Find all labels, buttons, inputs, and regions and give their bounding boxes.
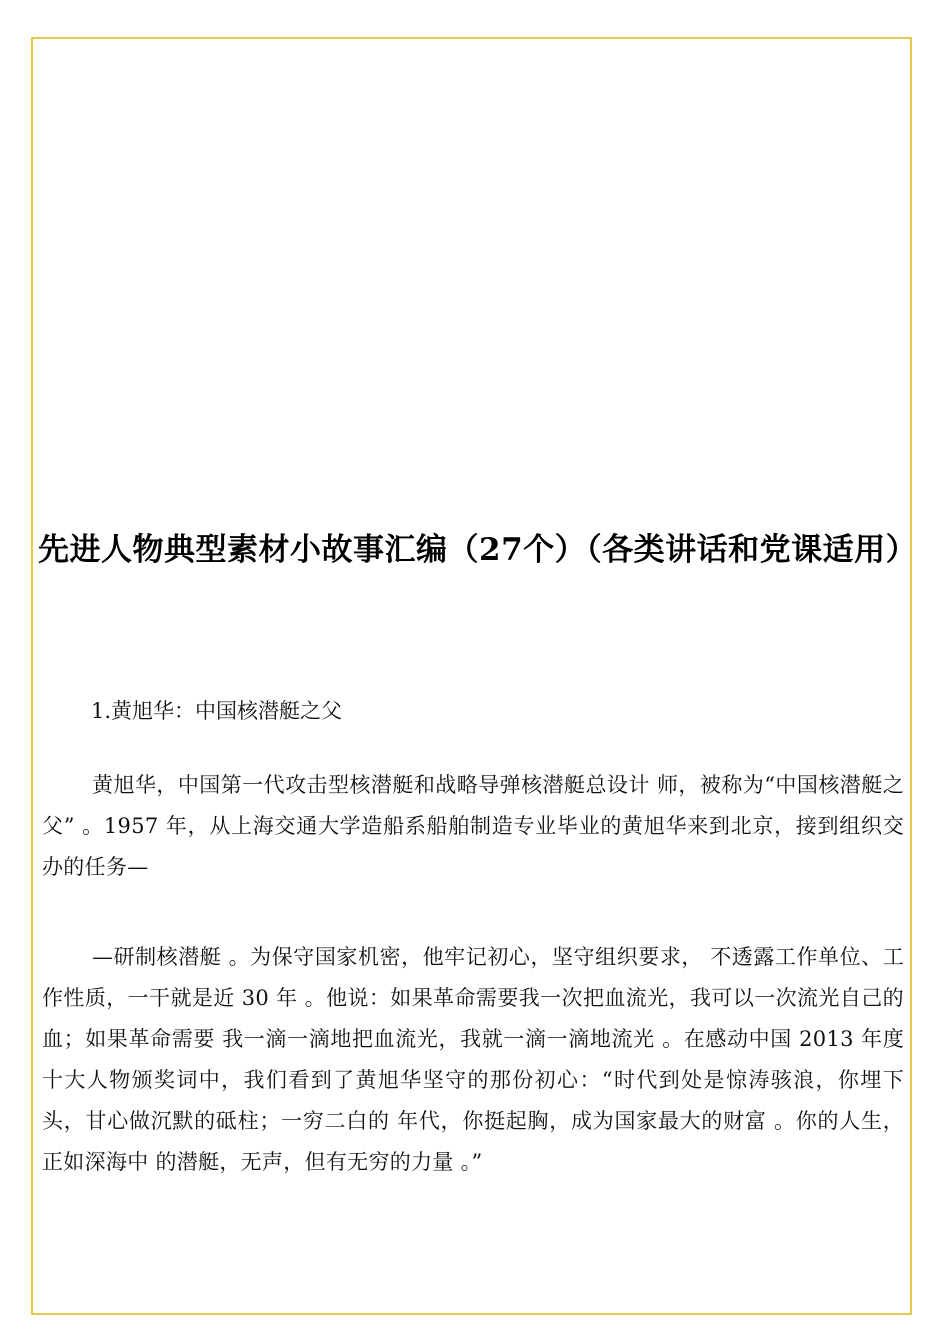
paragraph-1: 黄旭华，中国第一代攻击型核潜艇和战略导弹核潜艇总设计 师，被称为“中国核潜艇之父” 。1957 年，从上海交通大学造船系船舶制造专业毕业的黄旭华来到北京，接到组织交办的任务—	[42, 773, 904, 879]
document-title: 先进人物典型素材小故事汇编（27个）（各类讲话和党课适用）	[38, 532, 918, 568]
section-heading: 1.黄旭华：中国核潜艇之父	[91, 699, 343, 723]
paragraph-2: —研制核潜艇 。为保守国家机密，他牢记初心，坚守组织要求， 不透露工作单位、工作性质，一干就是近 30 年 。他说：如果革命需要我一次把血流光，我可以一次流光自己的血；如果革命需要 我一滴一滴地把血流光，我就一滴一滴地流光 。在感动中国 2013 年度十大人物颁奖词中，我们看到了黄旭华坚守的那份初心：“时代到处是惊涛骇浪，你埋下头，甘心做沉默的砥柱；一穷二白的 年代，你挺起胸，成为国家最大的财富 。你的人生，正如深海中 的潜艇，无声，但有无穷的力量 。”	[42, 945, 904, 1174]
